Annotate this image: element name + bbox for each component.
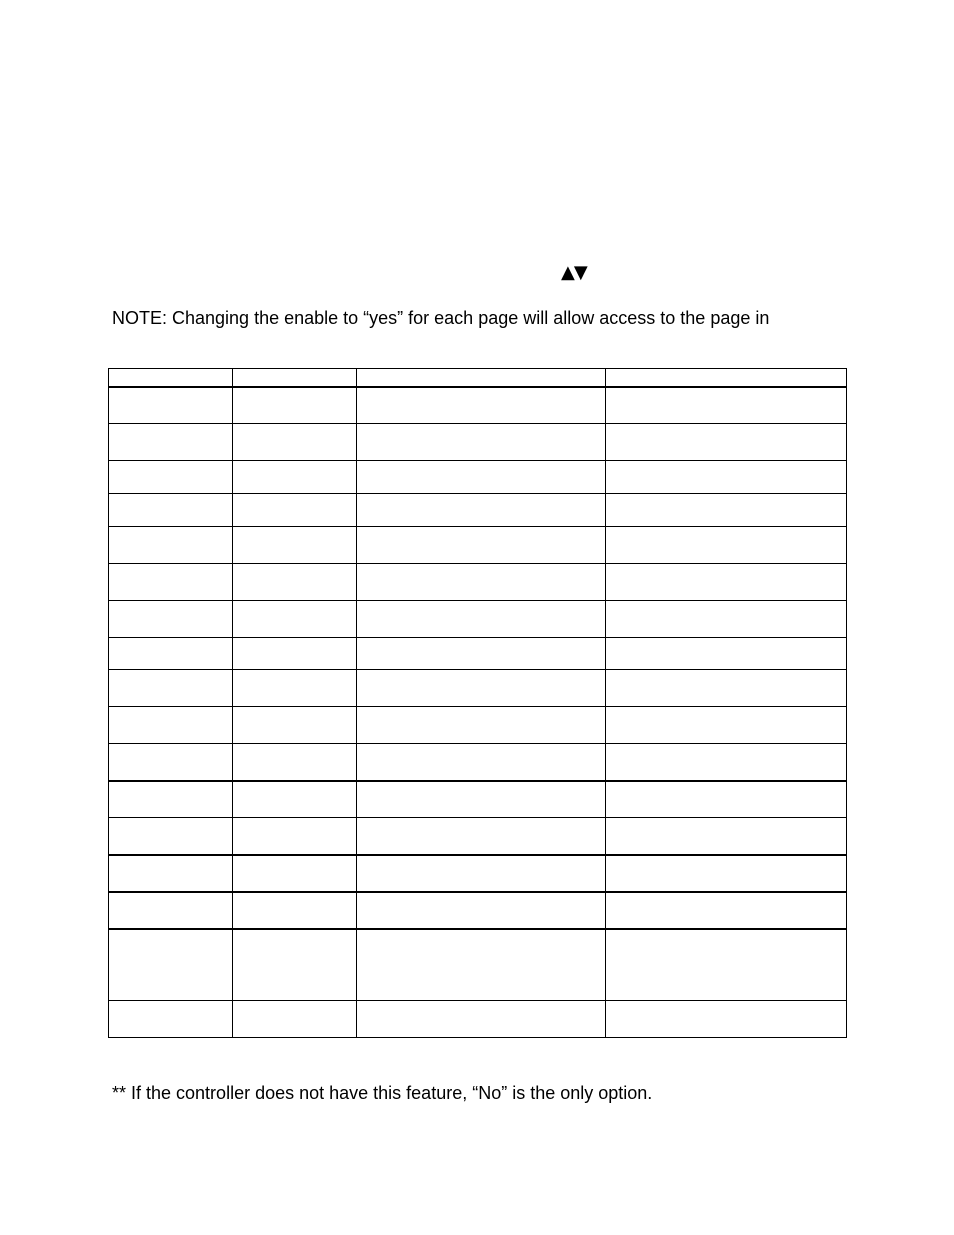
note-text: NOTE: Changing the enable to “yes” for each page will allow access to the page in bbox=[112, 308, 770, 328]
table-cell bbox=[233, 461, 357, 494]
table-row bbox=[109, 818, 847, 855]
table-cell bbox=[606, 855, 847, 892]
table-cell bbox=[109, 424, 233, 461]
table-cell bbox=[606, 670, 847, 707]
table-cell bbox=[233, 601, 357, 638]
table-cell bbox=[233, 892, 357, 929]
table-cell bbox=[109, 369, 233, 387]
table-cell bbox=[233, 1001, 357, 1038]
table-cell bbox=[233, 670, 357, 707]
table-cell bbox=[357, 744, 606, 781]
settings-table bbox=[108, 368, 847, 1038]
table-cell bbox=[109, 707, 233, 744]
table-cell bbox=[357, 929, 606, 1001]
table-cell bbox=[606, 781, 847, 818]
table-cell bbox=[357, 818, 606, 855]
table-cell bbox=[233, 424, 357, 461]
table-row bbox=[109, 707, 847, 744]
table-row bbox=[109, 564, 847, 601]
table-cell bbox=[109, 781, 233, 818]
table-cell bbox=[109, 387, 233, 424]
footnote: ** If the controller does not have this feature, “No” is the only option. bbox=[112, 1083, 653, 1103]
table-row bbox=[109, 387, 847, 424]
table-row bbox=[109, 638, 847, 670]
up-down-arrows bbox=[561, 264, 587, 282]
table-cell bbox=[109, 601, 233, 638]
table-cell bbox=[357, 601, 606, 638]
table-cell bbox=[357, 564, 606, 601]
table-cell bbox=[233, 855, 357, 892]
table-cell bbox=[357, 527, 606, 564]
table-row bbox=[109, 744, 847, 781]
table-cell bbox=[357, 494, 606, 527]
table-cell bbox=[606, 387, 847, 424]
table-cell bbox=[357, 707, 606, 744]
table-cell bbox=[233, 369, 357, 387]
table-cell bbox=[109, 855, 233, 892]
table-cell bbox=[606, 494, 847, 527]
table-cell bbox=[606, 601, 847, 638]
table-cell bbox=[109, 638, 233, 670]
table-cell bbox=[233, 638, 357, 670]
table-row bbox=[109, 892, 847, 929]
table-cell bbox=[357, 670, 606, 707]
table-row bbox=[109, 929, 847, 1001]
table-cell bbox=[233, 387, 357, 424]
table-cell bbox=[109, 744, 233, 781]
table-cell bbox=[357, 781, 606, 818]
table-cell bbox=[357, 892, 606, 929]
table-cell bbox=[233, 707, 357, 744]
table-cell bbox=[109, 1001, 233, 1038]
triangle-up-icon: ▲ bbox=[561, 262, 574, 283]
table-cell bbox=[109, 670, 233, 707]
table-cell bbox=[357, 369, 606, 387]
table-cell bbox=[606, 707, 847, 744]
table-row bbox=[109, 781, 847, 818]
table-cell bbox=[606, 818, 847, 855]
table-cell bbox=[109, 892, 233, 929]
table-cell bbox=[357, 387, 606, 424]
table-cell bbox=[606, 638, 847, 670]
table-cell bbox=[357, 638, 606, 670]
table-cell bbox=[606, 1001, 847, 1038]
table-cell bbox=[357, 461, 606, 494]
table-row bbox=[109, 527, 847, 564]
table-cell bbox=[233, 494, 357, 527]
table-cell bbox=[109, 564, 233, 601]
table-cell bbox=[233, 564, 357, 601]
table-cell bbox=[109, 929, 233, 1001]
table-cell bbox=[109, 527, 233, 564]
table-header-row bbox=[109, 369, 847, 387]
table-row bbox=[109, 601, 847, 638]
triangle-down-icon: ▼ bbox=[573, 262, 587, 283]
table-row bbox=[109, 1001, 847, 1038]
table-cell bbox=[357, 855, 606, 892]
table-cell bbox=[233, 818, 357, 855]
table-cell bbox=[606, 424, 847, 461]
table-cell bbox=[109, 818, 233, 855]
table-cell bbox=[357, 1001, 606, 1038]
table-cell bbox=[357, 424, 606, 461]
table-cell bbox=[606, 369, 847, 387]
table-cell bbox=[606, 461, 847, 494]
table-cell bbox=[233, 929, 357, 1001]
table-cell bbox=[233, 527, 357, 564]
table-cell bbox=[109, 494, 233, 527]
table-cell bbox=[606, 527, 847, 564]
table-cell bbox=[606, 564, 847, 601]
table-row bbox=[109, 855, 847, 892]
table-cell bbox=[233, 781, 357, 818]
table-cell bbox=[606, 929, 847, 1001]
table-row bbox=[109, 461, 847, 494]
table-row bbox=[109, 424, 847, 461]
table-row bbox=[109, 670, 847, 707]
table-cell bbox=[606, 892, 847, 929]
table-row bbox=[109, 494, 847, 527]
table-cell bbox=[233, 744, 357, 781]
table-cell bbox=[606, 744, 847, 781]
table-cell bbox=[109, 461, 233, 494]
